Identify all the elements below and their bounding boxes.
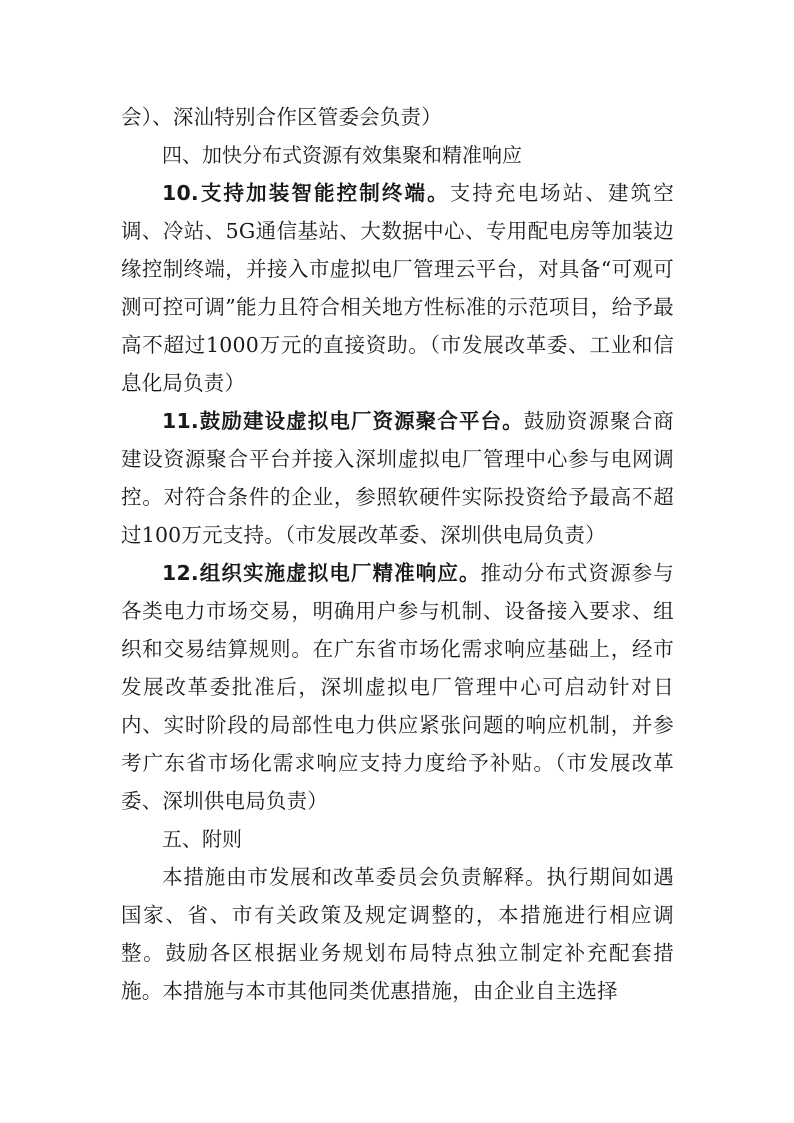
clause-11-body: 鼓励资源聚合商建设资源聚合平台并接入深圳虚拟电厂管理中心参与电网调控。对符合条件的企业，参照软硬件实际投资给予最高不超过100万元支持。（市发展改革委、深圳供电局负责） [121, 409, 674, 547]
clause-12-title: 12.组织实施虚拟电厂精准响应。 [162, 561, 481, 585]
section-heading-4: 四、加快分布式资源有效集聚和精准响应 [162, 143, 522, 167]
clause-10-title: 10.支持加装智能控制终端。 [162, 181, 450, 205]
clause-11 [121, 402, 674, 554]
clause-10-body: 支持充电场站、建筑空调、冷站、5G通信基站、大数据中心、专用配电房等加装边缘控制终端，并接入市虚拟电厂管理云平台，对具备“可观可测可控可调”能力且符合相关地方性标准的示范项目，给予最高不超过1000万元的直接资助。（市发展改革委、工业和信息化局负责） [121, 181, 674, 395]
clause-10 [121, 174, 674, 402]
section-heading-5: 五、附则 [162, 827, 242, 851]
document-body [121, 98, 674, 1010]
clause-12 [121, 554, 674, 820]
clause-12-body: 推动分布式资源参与各类电力市场交易，明确用户参与机制、设备接入要求、组织和交易结算规则。在广东省市场化需求响应基础上，经市发展改革委批准后，深圳虚拟电厂管理中心可启动针对日内、实时阶段的局部性电力供应紧张问题的响应机制，并参考广东省市场化需求响应支持力度给予补贴。（市发展改革委、深圳供电局负责） [121, 561, 674, 813]
paragraph-continuation: 会）、深汕特别合作区管委会负责） [121, 105, 442, 129]
closing-paragraph: 本措施由市发展和改革委员会负责解释。执行期间如遇国家、省、市有关政策及规定调整的，本措施进行相应调整。鼓励各区根据业务规划布局特点独立制定补充配套措施。本措施与本市其他同类优惠措施，由企业自主选择 [121, 865, 674, 1003]
clause-11-title: 11.鼓励建设虚拟电厂资源聚合平台。 [162, 409, 524, 433]
